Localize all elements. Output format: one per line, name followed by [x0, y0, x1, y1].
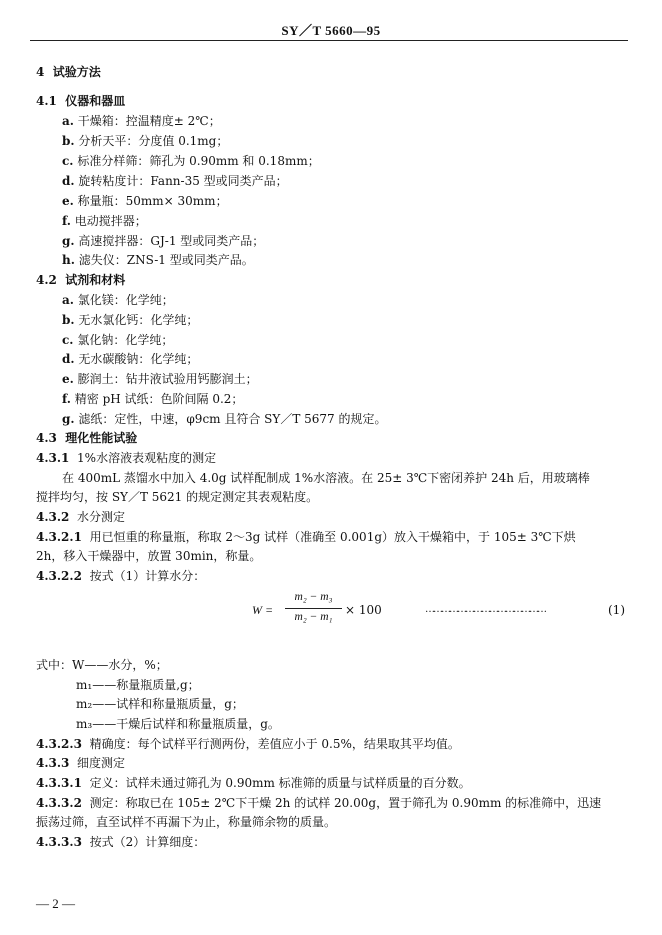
- formula-fraction: [285, 591, 342, 627]
- page-header: SY／T 5660—95: [281, 23, 381, 38]
- formula-multiplier: × 100: [345, 603, 382, 617]
- paragraph-line: 4.3.3.1 定义：试样未通过筛孔为 0.90mm 标准筛的质量与试样质量的百分数。: [36, 776, 471, 790]
- section-number: 4.1: [36, 94, 57, 108]
- list-item: e. 称量瓶：50mm× 30mm；: [62, 194, 228, 208]
- section-4-3-heading: [36, 430, 137, 446]
- clause-number: 4.3.2.2: [36, 569, 82, 583]
- header-rule: [30, 40, 628, 41]
- clause-number: 4.3.3.1: [36, 776, 82, 790]
- section-4-heading: [36, 64, 101, 80]
- equation-number: (1): [608, 603, 625, 617]
- list-item: c. 氯化钠：化学纯；: [62, 333, 174, 347]
- section-4-3-2-heading: [36, 509, 125, 525]
- formula-numerator: m₂ − m₃: [294, 591, 333, 603]
- list-item: d. 无水碳酸钠：化学纯；: [62, 352, 199, 366]
- paragraph-line: 振荡过筛，直至试样不再漏下为止，称量筛余物的质量。: [36, 815, 337, 829]
- list-item: c. 标准分样筛：筛孔为 0.90mm 和 0.18mm；: [62, 154, 320, 168]
- paragraph-line: 4.3.3.2 测定：称取已在 105± 2℃下干燥 2h 的试样 20.00g，置于筛孔为 0.90mm 的标准筛中，迅速: [36, 796, 602, 810]
- section-title: 1%水溶液表观粘度的测定: [77, 451, 217, 465]
- section-number: 4.3.1: [36, 451, 70, 465]
- paragraph-line: 4.3.2.2 按式（1）计算水分：: [36, 569, 206, 583]
- formula-leader-dots: ………………………………………: [425, 604, 545, 615]
- section-title: 水分测定: [77, 510, 126, 524]
- section-title: 仪器和器皿: [65, 94, 126, 108]
- list-item: g. 滤纸：定性，中速，φ9cm 且符合 SY／T 5677 的规定。: [62, 412, 387, 426]
- list-item: f. 电动搅拌器；: [62, 214, 147, 228]
- paragraph-line: 2h，移入干燥器中，放置 30min，称量。: [36, 549, 262, 563]
- list-item: b. 无水氯化钙：化学纯；: [62, 313, 199, 327]
- paragraph-line: 4.3.3.3 按式（2）计算细度：: [36, 835, 206, 849]
- clause-number: 4.3.2.1: [36, 530, 82, 544]
- section-number: 4.3.2: [36, 510, 70, 524]
- list-item: h. 滤失仪：ZNS-1 型或同类产品。: [62, 253, 254, 267]
- list-item: g. 高速搅拌器：GJ-1 型或同类产品；: [62, 234, 265, 248]
- formula-denominator: m₂ − m₁: [294, 611, 333, 623]
- section-title: 理化性能试验: [65, 431, 138, 445]
- clause-number: 4.3.2.3: [36, 737, 82, 751]
- page-number: — 2 —: [36, 896, 75, 911]
- section-number: 4.3: [36, 431, 57, 445]
- list-item: b. 分析天平：分度值 0.1mg；: [62, 134, 229, 148]
- section-4-2-heading: [36, 272, 125, 288]
- section-title: 试验方法: [52, 65, 101, 79]
- section-title: 细度测定: [77, 756, 126, 770]
- paragraph-line: 4.3.2.1 用已恒重的称量瓶，称取 2～3g 试样（准确至 0.001g）放入干燥箱中，于 105± 3℃下烘: [36, 530, 576, 544]
- where-line: m₃——干燥后试样和称量瓶质量，g。: [76, 717, 280, 731]
- where-line: 式中：W——水分，%；: [36, 658, 168, 672]
- list-item: f. 精密 pH 试纸：色阶间隔 0.2；: [62, 392, 244, 406]
- section-number: 4.2: [36, 273, 57, 287]
- paragraph-line: 在 400mL 蒸馏水中加入 4.0g 试样配制成 1%水溶液。在 25± 3℃下密闭养护 24h 后，用玻璃棒: [62, 471, 590, 485]
- list-item: d. 旋转粘度计：Fann-35 型或同类产品；: [62, 174, 288, 188]
- list-item: a. 氯化镁：化学纯；: [62, 293, 174, 307]
- section-4-1-heading: [36, 93, 125, 109]
- clause-number: 4.3.3.3: [36, 835, 82, 849]
- clause-number: 4.3.3.2: [36, 796, 82, 810]
- list-item: a. 干燥箱：控温精度± 2℃；: [62, 114, 221, 128]
- paragraph-line: 4.3.2.3 精确度：每个试样平行测两份，差值应小于 0.5%，结果取其平均值。: [36, 737, 460, 751]
- section-4-3-3-heading: [36, 755, 125, 771]
- section-number: 4.3.3: [36, 756, 70, 770]
- section-4-3-1-heading: [36, 450, 216, 466]
- where-line: m₁——称量瓶质量,g；: [76, 678, 200, 692]
- section-title: 试剂和材料: [65, 273, 126, 287]
- fraction-bar: [285, 608, 342, 609]
- section-number: 4: [36, 65, 45, 79]
- list-item: e. 膨润土：钻井液试验用钙膨润土；: [62, 372, 258, 386]
- where-line: m₂——试样和称量瓶质量，g；: [76, 697, 244, 711]
- paragraph-line: 搅拌均匀，按 SY／T 5621 的规定测定其表观粘度。: [36, 490, 319, 504]
- formula-lhs: W =: [252, 603, 274, 617]
